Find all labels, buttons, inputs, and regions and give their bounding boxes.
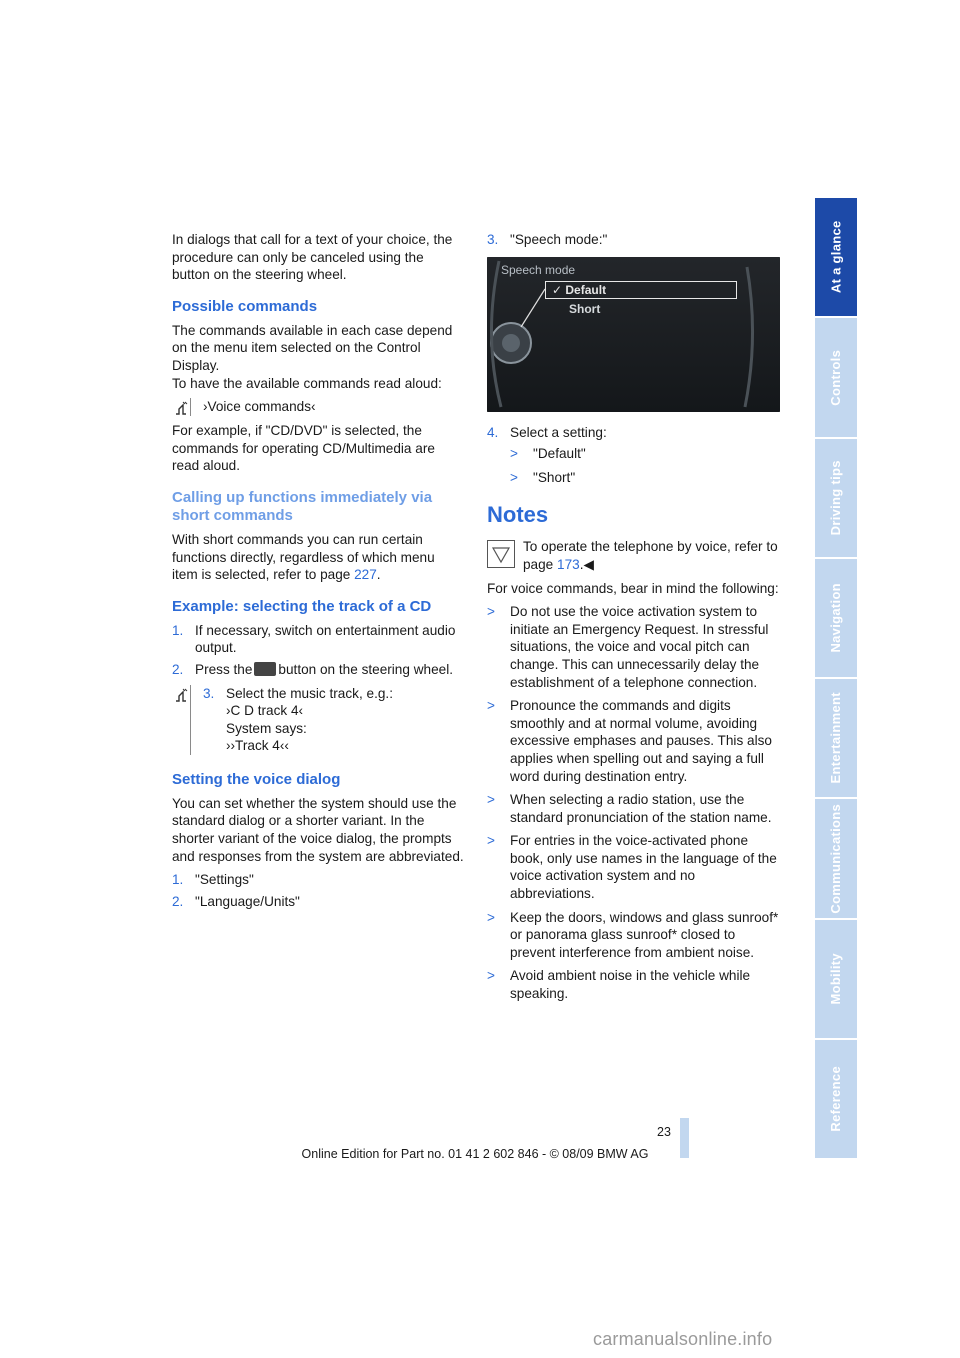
- step-number: 3.: [203, 685, 215, 701]
- bullet-text: Do not use the voice activation system to initiate an Emergency Request. In stressful situations, the voice and vocal pitch can change. This can unnecessarily delay the establishment of a telephone connection.: [510, 604, 769, 690]
- text: ›C D track 4‹: [226, 703, 304, 719]
- note-text: [523, 538, 780, 573]
- tab-communications[interactable]: [815, 799, 857, 919]
- right-column: [487, 231, 780, 1009]
- tab-label: Mobility: [828, 952, 844, 1005]
- bullet-marker: >: [487, 604, 495, 620]
- tab-label: Driving tips: [828, 460, 844, 536]
- tab-driving-tips[interactable]: [815, 439, 857, 559]
- screen-item-label: ✓ Default: [552, 282, 607, 297]
- step-3-lines: [203, 685, 464, 755]
- step-4: [487, 424, 780, 442]
- option-short: [487, 469, 780, 487]
- notes-bullet-item: [487, 697, 780, 785]
- tab-mobility[interactable]: [815, 920, 857, 1040]
- intro-paragraph: In dialogs that call for a text of your choice, the procedure can only be canceled using the button on the steering wheel.: [172, 232, 453, 283]
- voice-icon-box: [172, 398, 191, 416]
- bullet-marker: >: [510, 469, 518, 485]
- page-link-227[interactable]: 227: [354, 567, 377, 583]
- control-display-screenshot: [487, 257, 780, 412]
- step-3-content: [226, 685, 393, 755]
- step-number: 1.: [172, 622, 184, 638]
- text: ››Track 4‹‹: [226, 738, 289, 754]
- voice-command-row: [172, 398, 464, 416]
- tab-label: Communications: [828, 803, 844, 914]
- option-text: "Default": [533, 446, 586, 462]
- paragraph: For voice commands, bear in mind the following:: [487, 580, 779, 596]
- step-text: Select a setting:: [510, 424, 607, 440]
- heading-voice-dialog: Setting the voice dialog: [172, 770, 341, 788]
- text: To operate the telephone by voice, refer to page: [523, 539, 778, 572]
- step-2: [172, 893, 464, 911]
- tab-label: At a glance: [828, 220, 844, 294]
- watermark: carmanualsonline.info: [593, 1329, 773, 1349]
- bullet-marker: >: [510, 446, 518, 462]
- bullet-marker: >: [487, 833, 495, 849]
- bullet-marker: >: [487, 792, 495, 808]
- section-tabs: [815, 198, 857, 1160]
- step-2: [172, 661, 464, 679]
- page-number: 23: [657, 1125, 671, 1139]
- step-text: "Speech mode:": [510, 232, 608, 247]
- step-text: If necessary, switch on entertainment audio output.: [195, 622, 456, 656]
- notes-bullet-item: [487, 791, 780, 826]
- notes-bullet-item: [487, 603, 780, 691]
- paragraph: [172, 531, 464, 584]
- step-number: 2.: [172, 661, 184, 677]
- text: System says:: [226, 720, 307, 736]
- tab-at-a-glance[interactable]: [815, 198, 857, 318]
- text: With short commands you can run certain functions directly, regardless of which menu item is selected, refer to page: [172, 531, 435, 583]
- notes-bullet-item: [487, 909, 780, 962]
- tab-navigation[interactable]: [815, 559, 857, 679]
- step-1: [172, 622, 464, 657]
- screen-item-default: [545, 281, 737, 299]
- notes-bullet-list: [487, 603, 780, 1002]
- text: .◀: [579, 556, 594, 572]
- step-number: 4.: [487, 424, 499, 440]
- text: .: [376, 567, 381, 583]
- page-link-173[interactable]: 173: [557, 556, 580, 572]
- bullet-marker: >: [487, 698, 495, 714]
- bullet-marker: >: [487, 968, 495, 984]
- tab-label: Entertainment: [828, 692, 844, 784]
- note-telephone: [487, 538, 780, 573]
- notes-bullet-item: [487, 967, 780, 1002]
- bullet-marker: >: [487, 909, 495, 925]
- option-text: "Short": [533, 469, 576, 485]
- step-number: 1.: [172, 872, 184, 888]
- step-text: "Language/Units": [195, 893, 300, 909]
- voice-command-icon: [174, 687, 188, 703]
- paragraph: To have the available commands read aloud:: [172, 375, 442, 391]
- option-default: [487, 445, 780, 463]
- tab-label: Controls: [828, 349, 844, 406]
- heading-notes: Notes: [487, 502, 549, 528]
- step-text: [195, 661, 464, 679]
- notes-bullet-item: [487, 832, 780, 902]
- steering-wheel-voice-button-icon: [254, 662, 276, 676]
- step-number: 2.: [172, 893, 184, 909]
- paragraph: You can set whether the system should use the standard dialog or a shorter variant. In the shorter variant of the voice dialog, the prompts and responses from the system are abbreviated.: [172, 795, 464, 864]
- screen-item-short: Short: [569, 301, 601, 316]
- left-column: [172, 231, 464, 914]
- voice-icon-box: [172, 685, 191, 755]
- text: Press the: [195, 661, 253, 677]
- step-text: "Settings": [195, 872, 254, 888]
- bullet-text: Keep the doors, windows and glass sunroof* or panorama glass sunroof* closed to prevent interference from ambient noise.: [510, 909, 779, 960]
- tab-reference[interactable]: [815, 1040, 857, 1160]
- paragraph: For example, if "CD/DVD" is selected, the commands for operating CD/Multimedia are read aloud.: [172, 423, 435, 474]
- text: Select the music track, e.g.:: [226, 685, 393, 701]
- step-1: [172, 871, 464, 889]
- screen-title: Speech mode: [501, 262, 576, 277]
- bullet-text: When selecting a radio station, use the standard pronunciation of the station name.: [510, 792, 772, 825]
- voice-command-text: ›Voice commands‹: [203, 399, 316, 415]
- tab-label: Reference: [828, 1066, 844, 1132]
- text: button on the steering wheel.: [278, 661, 453, 677]
- step-3-voice: [172, 685, 464, 755]
- paragraph: The commands available in each case depend on the menu item selected on the Control Display.: [172, 322, 453, 373]
- step-number: 3.: [487, 232, 499, 247]
- bullet-text: Pronounce the commands and digits smoothly and at normal volume, avoiding excessive emphases and pauses. This also applies when spelling out and saying a full word during destination entry.: [510, 698, 772, 784]
- note-triangle-icon: [487, 540, 515, 568]
- bullet-text: Avoid ambient noise in the vehicle while speaking.: [510, 968, 751, 1002]
- voice-command-icon: [174, 400, 188, 416]
- heading-short-commands: Calling up functions immediately via short commands: [172, 488, 433, 524]
- heading-possible-commands: Possible commands: [172, 297, 318, 315]
- step-3: [487, 231, 780, 249]
- bullet-text: For entries in the voice-activated phone book, only use names in the language of the voice activation system and no abbreviations.: [510, 833, 777, 902]
- tab-entertainment[interactable]: [815, 679, 857, 799]
- tab-label: Navigation: [828, 583, 844, 653]
- tab-controls[interactable]: [815, 318, 857, 438]
- heading-example-cd-track: Example: selecting the track of a CD: [172, 597, 432, 615]
- edition-footer: Online Edition for Part no. 01 41 2 602 846 - © 08/09 BMW AG: [301, 1147, 649, 1161]
